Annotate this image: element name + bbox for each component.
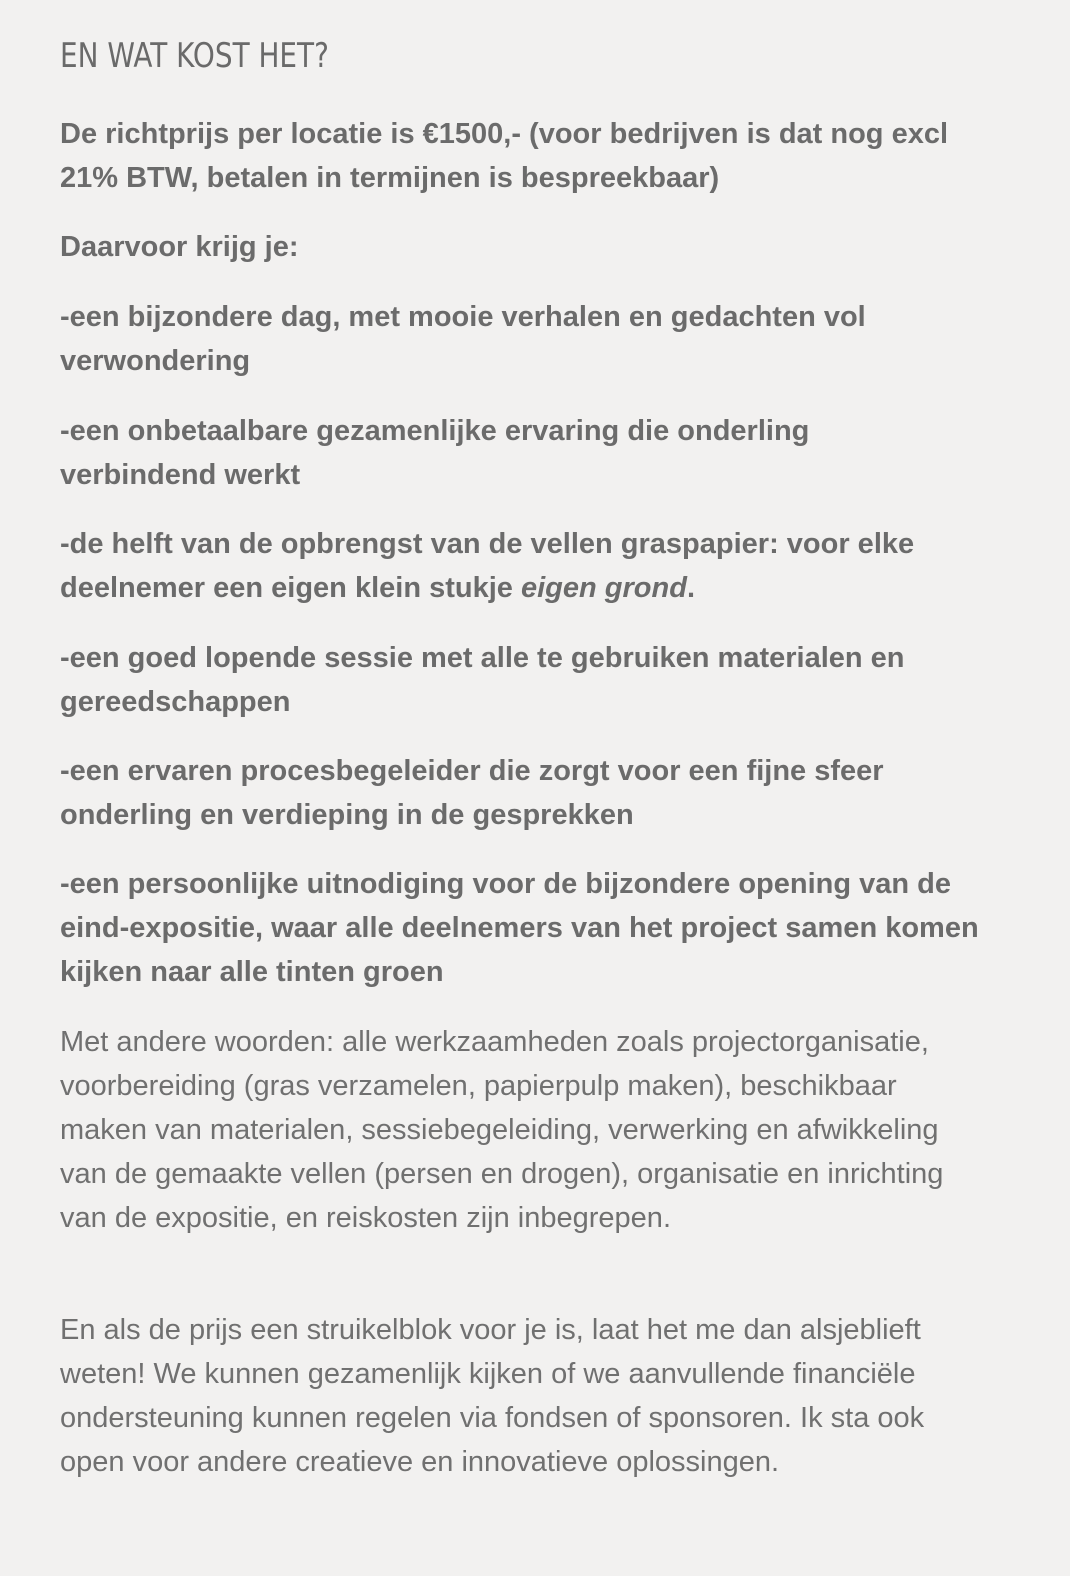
- list-item: -een ervaren procesbegeleider die zorgt voor een fijne sfeer onderling en verdieping in de gesprekken: [60, 755, 884, 831]
- list-item: -een bijzondere dag, met mooie verhalen en gedachten vol verwondering: [60, 301, 866, 377]
- list-item-end: .: [686, 572, 695, 604]
- list-item: -een goed lopende sessie met alle te gebruiken materialen en gereedschappen: [60, 642, 905, 718]
- intro-paragraph: Daarvoor krijg je:: [60, 231, 299, 263]
- list-item: -een persoonlijke uitnodiging voor de bijzondere opening van de eind-expositie, waar alle deelnemers van het project samen komen kijken naar alle tinten groen: [60, 868, 979, 988]
- list-item-text: -de helft van de opbrengst van de vellen graspapier: voor elke deelnemer een eigen klein stukje: [60, 528, 915, 604]
- closing-paragraph: En als de prijs een struikelblok voor je is, laat het me dan alsjeblieft weten! We kunnen gezamenlijk kijken of we aanvullende financiële ondersteuning kunnen regelen via fondsen of sponsoren. Ik sta ook open voor andere creatieve en innovatieve oplossingen.: [60, 1314, 925, 1478]
- list-item-emphasis: eigen grond: [520, 572, 687, 604]
- list-item: [60, 522, 960, 610]
- price-paragraph: De richtprijs per locatie is €1500,- (voor bedrijven is dat nog excl 21% BTW, betalen in termijnen is bespreekbaar): [60, 118, 949, 194]
- section-heading: EN WAT KOST HET?: [60, 36, 329, 76]
- list-item: -een onbetaalbare gezamenlijke ervaring die onderling verbindend werkt: [60, 415, 810, 491]
- summary-paragraph: Met andere woorden: alle werkzaamheden zoals projectorganisatie, voorbereiding (gras verzamelen, papierpulp maken), beschikbaar maken van materialen, sessiebegeleiding, verwerking en afwikkeling van de gemaakte vellen (persen en drogen), organisatie en inrichting van de expositie, en reiskosten zijn inbegrepen.: [60, 1026, 944, 1234]
